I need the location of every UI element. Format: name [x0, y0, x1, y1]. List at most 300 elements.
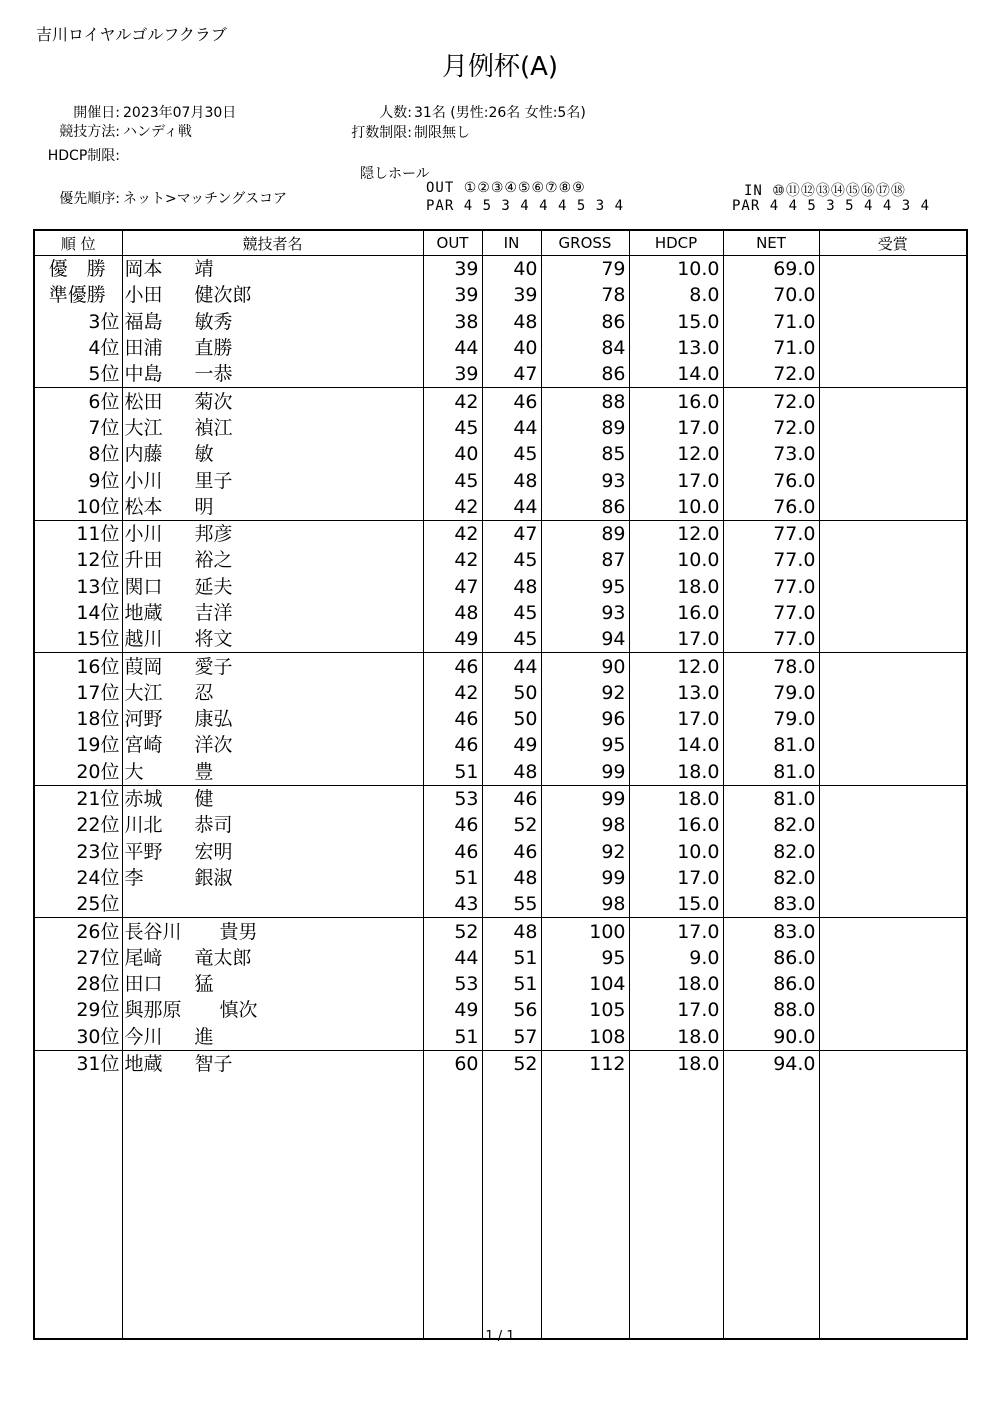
gross-score-cell: 84	[541, 335, 629, 361]
people-label: 人数:	[379, 105, 412, 121]
out-score-cell: 49	[423, 626, 482, 653]
rank-cell: 27位	[34, 945, 122, 971]
player-given-name: 一恭	[194, 363, 233, 386]
player-given-name: 豊	[194, 760, 214, 783]
hdcp-cell: 12.0	[629, 520, 723, 547]
header-in: IN	[482, 230, 541, 256]
player-given-name: 禎江	[194, 416, 233, 439]
in-score-cell: 46	[482, 785, 541, 812]
hdcp-cell: 17.0	[629, 918, 723, 945]
award-cell	[819, 282, 967, 308]
rank-cell: 23位	[34, 839, 122, 865]
player-family-name: 河野	[124, 708, 163, 731]
player-family-name: 岡本	[124, 258, 163, 281]
table-row	[34, 1024, 967, 1051]
hdcp-cell: 13.0	[629, 680, 723, 706]
rank-cell: 準優勝	[34, 282, 122, 308]
player-family-name: 大江	[124, 681, 163, 704]
net-score-cell: 73.0	[723, 441, 819, 467]
header-player-name: 競技者名	[122, 230, 423, 256]
table-row	[34, 971, 967, 997]
table-row	[34, 494, 967, 521]
net-score-cell: 77.0	[723, 626, 819, 653]
table-row	[34, 282, 967, 308]
hdcp-cell: 10.0	[629, 494, 723, 521]
in-score-cell: 51	[482, 971, 541, 997]
out-score-cell: 46	[423, 653, 482, 680]
rank-cell: 5位	[34, 361, 122, 388]
award-cell	[819, 918, 967, 945]
gross-score-cell: 98	[541, 812, 629, 838]
player-given-name: 直勝	[194, 337, 233, 360]
player-name-cell	[122, 891, 423, 918]
in-score-cell: 50	[482, 680, 541, 706]
player-name-cell	[122, 494, 423, 521]
rank-cell: 29位	[34, 997, 122, 1023]
date-label: 開催日:	[73, 105, 120, 121]
in-score-cell: 48	[482, 918, 541, 945]
empty-cell	[122, 1077, 423, 1339]
net-score-cell: 86.0	[723, 945, 819, 971]
player-family-name: 地蔵	[124, 602, 163, 624]
gross-score-cell: 78	[541, 282, 629, 308]
player-family-name: 内藤	[124, 443, 163, 466]
in-score-cell: 55	[482, 891, 541, 918]
in-score-cell: 44	[482, 494, 541, 521]
hdcp-cell: 16.0	[629, 812, 723, 838]
award-cell	[819, 467, 967, 493]
player-name-cell	[122, 732, 423, 758]
player-name-cell	[122, 680, 423, 706]
hidden-holes-label: 隠しホール	[360, 166, 430, 182]
hdcp-cell: 10.0	[629, 839, 723, 865]
player-given-name: 恭司	[194, 814, 233, 837]
award-cell	[819, 839, 967, 865]
player-family-name: 尾﨑	[124, 946, 163, 969]
gross-score-cell: 94	[541, 626, 629, 653]
player-name-cell	[122, 971, 423, 997]
table-row	[34, 335, 967, 361]
table-row	[34, 759, 967, 786]
player-family-name: 宮崎	[124, 734, 163, 757]
hdcp-cell: 17.0	[629, 997, 723, 1023]
net-score-cell: 77.0	[723, 574, 819, 600]
gross-score-cell: 93	[541, 600, 629, 626]
rank-cell: 25位	[34, 891, 122, 918]
player-given-name: 銀淑	[194, 866, 233, 889]
player-family-name: 今川	[124, 1025, 163, 1048]
award-cell	[819, 256, 967, 283]
player-given-name: 裕之	[194, 549, 233, 572]
player-name-cell	[122, 282, 423, 308]
player-family-name: 小川	[124, 469, 163, 492]
out-score-cell: 44	[423, 335, 482, 361]
stroke-limit-label: 打数制限:	[351, 125, 412, 141]
out-score-cell: 46	[423, 732, 482, 758]
net-score-cell: 78.0	[723, 653, 819, 680]
rank-cell: 16位	[34, 653, 122, 680]
award-cell	[819, 785, 967, 812]
player-name-cell	[122, 785, 423, 812]
rank-cell: 4位	[34, 335, 122, 361]
player-family-name: 地蔵	[124, 1053, 163, 1076]
gross-score-cell: 87	[541, 547, 629, 573]
table-row	[34, 812, 967, 838]
out-score-cell: 40	[423, 441, 482, 467]
net-score-cell: 71.0	[723, 335, 819, 361]
award-cell	[819, 680, 967, 706]
out-score-cell: 42	[423, 494, 482, 521]
player-name-cell	[122, 706, 423, 732]
gross-score-cell: 99	[541, 865, 629, 891]
in-score-cell: 44	[482, 653, 541, 680]
award-cell	[819, 335, 967, 361]
out-score-cell: 46	[423, 706, 482, 732]
net-score-cell: 79.0	[723, 680, 819, 706]
table-row	[34, 361, 967, 388]
in-score-cell: 48	[482, 467, 541, 493]
award-cell	[819, 520, 967, 547]
award-cell	[819, 997, 967, 1023]
table-row	[34, 997, 967, 1023]
out-score-cell: 51	[423, 759, 482, 786]
rank-cell: 8位	[34, 441, 122, 467]
empty-cell	[819, 1077, 967, 1339]
player-name-cell	[122, 361, 423, 388]
header-award: 受賞	[819, 230, 967, 256]
gross-score-cell: 79	[541, 256, 629, 283]
out-score-cell: 51	[423, 865, 482, 891]
rank-cell: 18位	[34, 706, 122, 732]
header-rank: 順 位	[34, 230, 122, 256]
player-name-cell	[122, 547, 423, 573]
out-score-cell: 53	[423, 971, 482, 997]
player-given-name: 宏明	[194, 840, 233, 863]
award-cell	[819, 547, 967, 573]
net-score-cell: 79.0	[723, 706, 819, 732]
player-family-name: 川北	[124, 814, 163, 837]
player-family-name: 李	[124, 866, 144, 889]
table-row	[34, 653, 967, 680]
rank-cell: 19位	[34, 732, 122, 758]
player-family-name: 平野	[124, 840, 163, 863]
rank-cell: 31位	[34, 1050, 122, 1077]
player-given-name: 延夫	[194, 575, 233, 598]
player-given-name: 吉洋	[194, 602, 233, 624]
table-row	[34, 732, 967, 758]
table-row	[34, 415, 967, 441]
out-score-cell: 47	[423, 574, 482, 600]
player-given-name: 邦彦	[194, 523, 233, 546]
method-value: ハンディ戦	[123, 124, 192, 140]
award-cell	[819, 759, 967, 786]
empty-cell	[629, 1077, 723, 1339]
in-score-cell: 48	[482, 865, 541, 891]
player-name-cell	[122, 812, 423, 838]
award-cell	[819, 945, 967, 971]
net-score-cell: 72.0	[723, 415, 819, 441]
player-name-cell	[122, 626, 423, 653]
gross-score-cell: 88	[541, 388, 629, 415]
player-family-name: 大江	[124, 416, 163, 439]
page-title: 月例杯(A)	[441, 52, 559, 82]
player-family-name: 松本	[124, 495, 163, 518]
rank-cell: 20位	[34, 759, 122, 786]
award-cell	[819, 600, 967, 626]
player-name-cell	[122, 1050, 423, 1077]
net-score-cell: 81.0	[723, 785, 819, 812]
player-name-cell	[122, 918, 423, 945]
hdcp-cell: 15.0	[629, 309, 723, 335]
net-score-cell: 83.0	[723, 918, 819, 945]
table-row	[34, 574, 967, 600]
award-cell	[819, 441, 967, 467]
out-score-cell: 46	[423, 812, 482, 838]
award-cell	[819, 626, 967, 653]
award-cell	[819, 1024, 967, 1051]
empty-cell	[541, 1077, 629, 1339]
gross-score-cell: 89	[541, 415, 629, 441]
rank-cell: 10位	[34, 494, 122, 521]
out-score-cell: 39	[423, 256, 482, 283]
out-score-cell: 51	[423, 1024, 482, 1051]
gross-score-cell: 112	[541, 1050, 629, 1077]
priority-label: 優先順序:	[59, 191, 120, 207]
player-name-cell	[122, 388, 423, 415]
rank-cell: 7位	[34, 415, 122, 441]
club-name: 吉川ロイヤルゴルフクラブ	[36, 25, 227, 44]
player-name-cell	[122, 865, 423, 891]
player-name-cell	[122, 653, 423, 680]
hdcp-cell: 17.0	[629, 467, 723, 493]
rank-cell: 15位	[34, 626, 122, 653]
player-given-name: 敏	[194, 443, 214, 466]
net-score-cell: 70.0	[723, 282, 819, 308]
hdcp-cell: 18.0	[629, 1050, 723, 1077]
player-given-name: 里子	[194, 469, 233, 492]
award-cell	[819, 309, 967, 335]
table-row	[34, 865, 967, 891]
award-cell	[819, 574, 967, 600]
gross-score-cell: 86	[541, 309, 629, 335]
player-family-name: 関口	[124, 575, 163, 598]
player-given-name: 進	[194, 1025, 214, 1048]
gross-score-cell: 85	[541, 441, 629, 467]
method-label: 競技方法:	[59, 124, 120, 140]
in-score-cell: 57	[482, 1024, 541, 1051]
table-row	[34, 309, 967, 335]
table-row	[34, 467, 967, 493]
rank-cell: 26位	[34, 918, 122, 945]
award-cell	[819, 653, 967, 680]
in-score-cell: 48	[482, 574, 541, 600]
player-given-name: 忍	[194, 681, 214, 704]
player-given-name: 明	[194, 495, 214, 518]
player-family-name: 中島	[124, 363, 163, 386]
gross-score-cell: 104	[541, 971, 629, 997]
hdcp-cell: 12.0	[629, 653, 723, 680]
award-cell	[819, 361, 967, 388]
out-score-cell: 42	[423, 520, 482, 547]
hdcp-cell: 9.0	[629, 945, 723, 971]
table-row	[34, 441, 967, 467]
net-score-cell: 69.0	[723, 256, 819, 283]
player-name-cell	[122, 441, 423, 467]
player-name-cell	[122, 945, 423, 971]
gross-score-cell: 98	[541, 891, 629, 918]
player-given-name: 靖	[194, 258, 214, 281]
in-score-cell: 46	[482, 839, 541, 865]
player-name-cell	[122, 309, 423, 335]
in-score-cell: 39	[482, 282, 541, 308]
table-row	[34, 918, 967, 945]
empty-cell	[34, 1077, 122, 1339]
in-score-cell: 40	[482, 335, 541, 361]
in-hidden-holes: IN ⑩⑪⑫⑬⑭⑮⑯⑰⑱	[744, 183, 906, 199]
hdcp-cell: 14.0	[629, 732, 723, 758]
player-name-cell	[122, 335, 423, 361]
net-score-cell: 82.0	[723, 839, 819, 865]
date-value: 2023年07月30日	[123, 105, 237, 121]
rank-cell: 17位	[34, 680, 122, 706]
gross-score-cell: 95	[541, 945, 629, 971]
out-score-cell: 49	[423, 997, 482, 1023]
out-score-cell: 38	[423, 309, 482, 335]
in-score-cell: 48	[482, 759, 541, 786]
rank-cell: 優 勝	[34, 256, 122, 283]
rank-cell: 6位	[34, 388, 122, 415]
hdcp-cell: 8.0	[629, 282, 723, 308]
player-name-cell	[122, 759, 423, 786]
player-given-name: 敏秀	[194, 310, 233, 333]
net-score-cell: 72.0	[723, 361, 819, 388]
gross-score-cell: 100	[541, 918, 629, 945]
in-score-cell: 46	[482, 388, 541, 415]
table-row	[34, 680, 967, 706]
award-cell	[819, 494, 967, 521]
net-score-cell: 76.0	[723, 467, 819, 493]
rank-cell: 11位	[34, 520, 122, 547]
results-table	[33, 229, 968, 1340]
rank-cell: 13位	[34, 574, 122, 600]
net-score-cell: 72.0	[723, 388, 819, 415]
hdcp-cell: 17.0	[629, 626, 723, 653]
in-score-cell: 48	[482, 309, 541, 335]
hdcp-cell: 18.0	[629, 1024, 723, 1051]
header-out: OUT	[423, 230, 482, 256]
award-cell	[819, 865, 967, 891]
player-family-name: 升田	[124, 549, 163, 572]
gross-score-cell: 90	[541, 653, 629, 680]
header-hdcp: HDCP	[629, 230, 723, 256]
player-given-name: 健次郎	[194, 284, 252, 307]
in-score-cell: 45	[482, 441, 541, 467]
player-name-cell	[122, 256, 423, 283]
out-score-cell: 42	[423, 680, 482, 706]
out-score-cell: 45	[423, 415, 482, 441]
player-family-name: 田口	[124, 973, 163, 996]
player-given-name: 慎次	[219, 999, 258, 1022]
player-family-name: 與那原	[124, 999, 182, 1022]
award-cell	[819, 732, 967, 758]
out-score-cell: 48	[423, 600, 482, 626]
net-score-cell: 77.0	[723, 547, 819, 573]
header-gross: GROSS	[541, 230, 629, 256]
player-family-name: 小田	[124, 284, 163, 307]
table-row	[34, 256, 967, 283]
empty-cell	[423, 1077, 482, 1339]
in-score-cell: 40	[482, 256, 541, 283]
gross-score-cell: 108	[541, 1024, 629, 1051]
award-cell	[819, 812, 967, 838]
net-score-cell: 88.0	[723, 997, 819, 1023]
in-hidden-par: PAR 4 4 5 3 5 4 4 3 4	[732, 198, 931, 214]
net-score-cell: 94.0	[723, 1050, 819, 1077]
hdcp-cell: 18.0	[629, 971, 723, 997]
in-score-cell: 47	[482, 520, 541, 547]
player-given-name: 康弘	[194, 708, 233, 731]
in-score-cell: 56	[482, 997, 541, 1023]
player-family-name: 赤城	[124, 788, 163, 811]
priority-value: ネット>マッチングスコア	[123, 191, 288, 207]
player-family-name: 長谷川	[124, 920, 182, 943]
gross-score-cell: 92	[541, 839, 629, 865]
rank-cell: 9位	[34, 467, 122, 493]
in-score-cell: 45	[482, 547, 541, 573]
table-row	[34, 547, 967, 573]
hdcp-cell: 15.0	[629, 891, 723, 918]
hdcp-cell: 17.0	[629, 706, 723, 732]
table-row	[34, 891, 967, 918]
rank-cell: 30位	[34, 1024, 122, 1051]
in-score-cell: 47	[482, 361, 541, 388]
player-name-cell	[122, 997, 423, 1023]
player-given-name: 将文	[194, 628, 233, 651]
out-score-cell: 42	[423, 388, 482, 415]
player-name-cell	[122, 600, 423, 626]
net-score-cell: 81.0	[723, 732, 819, 758]
empty-cell	[723, 1077, 819, 1339]
hdcp-cell: 10.0	[629, 256, 723, 283]
net-score-cell: 90.0	[723, 1024, 819, 1051]
player-name-cell	[122, 1024, 423, 1051]
net-score-cell: 82.0	[723, 865, 819, 891]
out-score-cell: 46	[423, 839, 482, 865]
player-given-name: 竜太郎	[194, 946, 252, 969]
net-score-cell: 86.0	[723, 971, 819, 997]
in-score-cell: 51	[482, 945, 541, 971]
player-family-name: 田浦	[124, 337, 163, 360]
in-score-cell: 45	[482, 600, 541, 626]
table-row	[34, 706, 967, 732]
player-family-name: 福島	[124, 310, 163, 333]
player-family-name: 葭岡	[124, 655, 163, 678]
rank-cell: 28位	[34, 971, 122, 997]
award-cell	[819, 1050, 967, 1077]
player-family-name: 松田	[124, 390, 163, 413]
net-score-cell: 81.0	[723, 759, 819, 786]
in-score-cell: 52	[482, 1050, 541, 1077]
player-name-cell	[122, 839, 423, 865]
table-row	[34, 945, 967, 971]
empty-filler-row	[34, 1077, 967, 1339]
out-score-cell: 39	[423, 282, 482, 308]
hdcp-cell: 10.0	[629, 547, 723, 573]
hdcp-cell: 18.0	[629, 759, 723, 786]
gross-score-cell: 105	[541, 997, 629, 1023]
gross-score-cell: 96	[541, 706, 629, 732]
rank-cell: 14位	[34, 600, 122, 626]
